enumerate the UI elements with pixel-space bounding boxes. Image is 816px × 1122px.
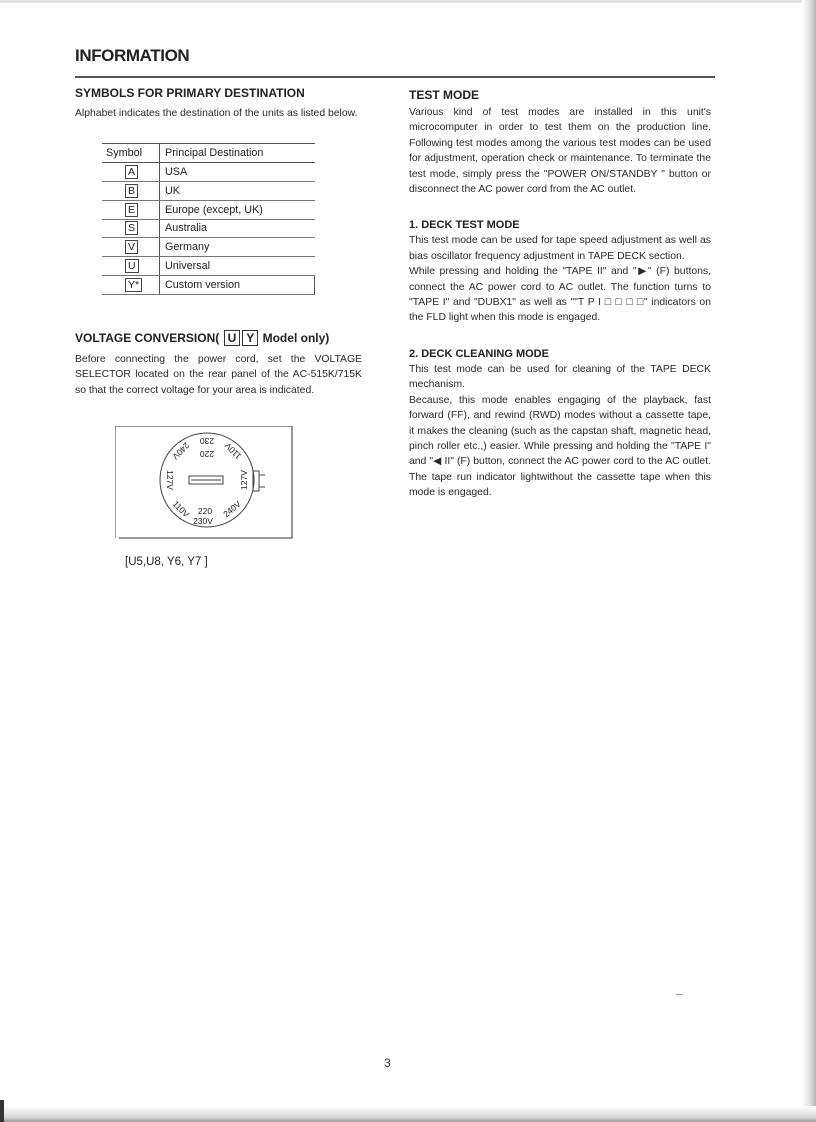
test-mode-body: Various kind of test modes are installed in this unit's microcomputer in order to test them on the production line. Following test modes among the various test modes can be used for adjustment, operation check or maintenance. To terminate the test mode, simply press the "POWER ON/STANDBY " button or disconnect the AC power cord from the AC outlet. — [409, 107, 711, 196]
dial-label: 220 — [197, 506, 213, 516]
symbol-box: Y* — [125, 278, 142, 292]
destination-cell: Europe (except, UK) — [160, 200, 315, 219]
voltage-section-title — [75, 330, 362, 346]
table-row — [102, 219, 315, 238]
deck-test-body-1: This test mode can be used for tape speed adjustment as well as bias oscillator frequency adjustment in TAPE DECK section. — [409, 235, 711, 262]
destination-cell: UK — [160, 182, 315, 201]
destination-cell: Australia — [160, 219, 315, 238]
symbol-cell — [102, 275, 160, 294]
table-row — [102, 182, 315, 201]
voltage-title-prefix: VOLTAGE CONVERSION( — [75, 330, 220, 345]
dial-label: 230V — [193, 516, 213, 526]
symbol-cell — [102, 257, 160, 276]
column-header-destination: Principal Destination — [160, 144, 315, 163]
table-row — [102, 257, 315, 276]
page-number: 3 — [384, 1056, 391, 1070]
dial-label: 127V — [165, 470, 175, 490]
deck-cleaning-title: 2. DECK CLEANING MODE — [409, 347, 549, 360]
page-header — [75, 46, 715, 78]
dial-label: 127V — [239, 470, 249, 490]
table-row — [102, 275, 315, 294]
right-column — [409, 88, 711, 501]
scan-speck — [676, 994, 682, 995]
voltage-body: Before connecting the power cord, set the VOLTAGE SELECTOR located on the rear panel of the AC-515K/715K so that the correct voltage for your area is indicated. — [75, 353, 362, 396]
test-mode-title: TEST MODE — [409, 88, 480, 102]
voltage-title-suffix: Model only) — [262, 330, 330, 345]
deck-test-title: 1. DECK TEST MODE — [409, 219, 520, 232]
symbol-cell — [102, 163, 160, 182]
model-box-y: Y — [242, 330, 258, 346]
model-box-u: U — [224, 330, 241, 346]
symbol-cell — [102, 238, 160, 257]
left-column — [75, 86, 362, 568]
column-header-symbol: Symbol — [102, 144, 160, 163]
voltage-selector-diagram — [115, 426, 293, 544]
symbol-cell — [102, 200, 160, 219]
symbol-box: A — [125, 165, 138, 179]
symbol-box: B — [125, 184, 138, 198]
table-row — [102, 163, 315, 182]
deck-cleaning-body-1: This test mode can be used for cleaning of the TAPE DECK mechanism. — [409, 363, 711, 391]
symbols-intro: Alphabet indicates the destination of the units as listed below. — [75, 108, 358, 119]
destination-cell: Custom version — [160, 275, 315, 294]
table-header-row — [102, 144, 315, 163]
symbol-cell — [102, 219, 160, 238]
symbol-box: U — [125, 259, 139, 273]
destination-cell: Germany — [160, 238, 315, 257]
dial-label: 230 — [199, 436, 215, 446]
dial-label: 110V — [222, 440, 244, 462]
dial-label: 240V — [170, 440, 192, 462]
symbols-section-title: SYMBOLS FOR PRIMARY DESTINATION — [75, 86, 305, 100]
destination-cell: Universal — [160, 257, 315, 276]
scan-edge-right — [802, 0, 816, 1122]
table-row — [102, 200, 315, 219]
deck-cleaning-body-2: Because, this mode enables engaging of the playback, fast forward (FF), and rewind (RWD) modes without a cassette tape, it makes the cleaning (such as the capstan shaft, magnetic head, pinch roller etc.,) easier. While pressing and holding the "TAPE I" and "◀ II" (F) button, connect the AC power cord to the AC outlet. The tape run indicator lightwithout the cassette tape when this mode is engaged. — [409, 394, 711, 499]
scan-corner-mark — [0, 1100, 4, 1122]
symbol-cell — [102, 182, 160, 201]
scan-edge-top — [0, 0, 816, 3]
dial-label: 110V — [170, 498, 192, 520]
symbol-box: V — [125, 240, 138, 254]
header-rule — [75, 76, 715, 78]
diagram-caption: [U5,U8, Y6, Y7 ] — [125, 556, 208, 568]
dial-label: 220 — [199, 449, 215, 459]
deck-test-body-2: While pressing and holding the "TAPE II" and "▶" (F) buttons, connect the AC power cord to AC outlet. The function turns to "TAPE I" and "DUBX1" as well as ""T P I □ □ □ □" indicators on the FLD light when this mode is engaged. — [409, 266, 711, 324]
table-row — [102, 238, 315, 257]
scan-edge-bottom — [0, 1106, 816, 1122]
symbol-box: S — [125, 221, 138, 235]
destination-cell: USA — [160, 163, 315, 182]
destination-table — [102, 143, 315, 294]
page-title: INFORMATION — [75, 46, 190, 65]
symbol-box: E — [125, 203, 138, 217]
voltage-selector-svg — [115, 426, 293, 544]
dial-label: 240V — [221, 498, 243, 520]
